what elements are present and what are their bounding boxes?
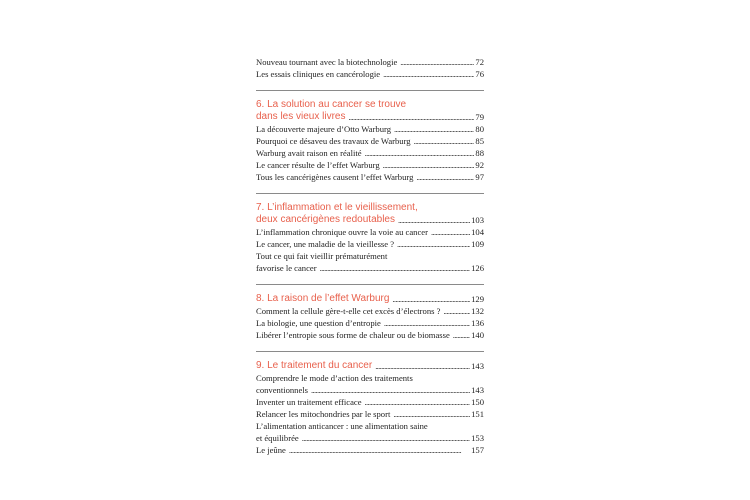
toc-entry-page: 92	[475, 160, 484, 170]
toc-entry-title: Relancer les mitochondries par le sport	[256, 409, 391, 419]
dot-leader	[443, 305, 470, 317]
toc-entry	[256, 147, 484, 159]
toc-entry-title: Libérer l’entropie sous forme de chaleur ou de biomasse	[256, 330, 450, 340]
toc-entry-page: 136	[471, 318, 484, 328]
toc-entry-title: L’alimentation anticancer : une alimentation saine	[256, 421, 428, 431]
table-of-contents	[256, 56, 484, 456]
chapter-heading	[256, 360, 484, 372]
toc-entry-page: 76	[475, 69, 484, 79]
chapter-page: 79	[475, 112, 484, 122]
toc-entry	[256, 317, 484, 329]
dot-leader	[384, 317, 470, 329]
toc-entry-page: 157	[471, 445, 484, 455]
toc-entry-title-continued: favorise le cancer	[256, 263, 317, 273]
dot-leader	[365, 147, 475, 159]
toc-entry	[256, 135, 484, 147]
toc-entry-title: Comment la cellule gère-t-elle cet excès d’électrons ?	[256, 306, 441, 316]
toc-entry-title: Comprendre le mode d’action des traitements	[256, 373, 413, 383]
dot-leader	[320, 262, 471, 274]
chapter-page: 143	[471, 361, 484, 371]
toc-entry	[256, 384, 484, 396]
toc-entry	[256, 432, 484, 444]
dot-leader	[348, 111, 474, 123]
toc-entry-title: Le cancer résulte de l’effet Warburg	[256, 160, 380, 170]
toc-entry-title: Les essais cliniques en cancérologie	[256, 69, 381, 79]
chapter-title: 6. La solution au cancer se trouve	[256, 99, 407, 110]
toc-entry-page: 80	[475, 124, 484, 134]
dot-leader	[393, 408, 470, 420]
toc-entry-page: 132	[471, 306, 484, 316]
chapter-title-line2: dans les vieux livres	[256, 111, 346, 122]
toc-entry-title: Nouveau tournant avec la biotechnologie	[256, 57, 398, 67]
toc-entry-title: Le jeûne	[256, 445, 286, 455]
dot-leader	[397, 238, 470, 250]
toc-entry	[256, 123, 484, 135]
toc-entry-page: 88	[475, 148, 484, 158]
toc-entry-page: 72	[475, 57, 484, 67]
toc-entry	[256, 262, 484, 274]
section-divider	[256, 193, 484, 194]
toc-entry-page: 104	[471, 227, 484, 237]
dot-leader	[414, 135, 475, 147]
dot-leader	[416, 171, 474, 183]
toc-entry-page: 126	[471, 263, 484, 273]
dot-leader	[383, 68, 474, 80]
toc-entry-title-continued: et équilibrée	[256, 433, 299, 443]
toc-entry-title: Pourquoi ce désaveu des travaux de Warburg	[256, 136, 411, 146]
dot-leader	[383, 159, 475, 171]
toc-entry	[256, 396, 484, 408]
toc-entry	[256, 68, 484, 80]
chapter-heading	[256, 214, 484, 226]
dot-leader	[394, 123, 474, 135]
toc-entry-page: 151	[471, 409, 484, 419]
toc-entry-title: La découverte majeure d’Otto Warburg	[256, 124, 392, 134]
dot-leader	[289, 444, 470, 456]
dot-leader	[398, 214, 470, 226]
toc-entry-title-continued: conventionnels	[256, 385, 309, 395]
chapter-title: 8. La raison de l’effet Warburg	[256, 293, 390, 304]
toc-entry-title: Warburg avait raison en réalité	[256, 148, 362, 158]
chapter-page: 129	[471, 294, 484, 304]
toc-entry-title: La biologie, une question d’entropie	[256, 318, 381, 328]
toc-entry-page: 143	[471, 385, 484, 395]
toc-entry	[256, 238, 484, 250]
chapter-title: 7. L’inflammation et le vieillissement,	[256, 202, 418, 213]
toc-entry-page: 109	[471, 239, 484, 249]
toc-entry	[256, 329, 484, 341]
toc-entry	[256, 444, 484, 456]
toc-entry-page: 85	[475, 136, 484, 146]
toc-entry-page: 153	[471, 433, 484, 443]
dot-leader	[375, 360, 470, 372]
toc-entry-page: 97	[475, 172, 484, 182]
toc-entry	[256, 305, 484, 317]
toc-entry-page: 140	[471, 330, 484, 340]
chapter-heading	[256, 293, 484, 305]
section-divider	[256, 351, 484, 352]
chapter-page: 103	[471, 215, 484, 225]
dot-leader	[311, 384, 470, 396]
chapter-heading	[256, 111, 484, 123]
section-divider	[256, 90, 484, 91]
chapter-title: 9. Le traitement du cancer	[256, 360, 373, 371]
toc-entry-title: Le cancer, une maladie de la vieillesse ?	[256, 239, 395, 249]
toc-entry-title: Tous les cancérigènes causent l’effet Warburg	[256, 172, 414, 182]
toc-entry	[256, 408, 484, 420]
toc-entry	[256, 226, 484, 238]
dot-leader	[431, 226, 470, 238]
dot-leader	[453, 329, 470, 341]
toc-entry	[256, 159, 484, 171]
toc-entry	[256, 56, 484, 68]
toc-entry-title: Inventer un traitement efficace	[256, 397, 362, 407]
toc-entry	[256, 171, 484, 183]
toc-entry-title: Tout ce qui fait vieillir prématurément	[256, 251, 388, 261]
dot-leader	[302, 432, 470, 444]
dot-leader	[392, 293, 470, 305]
dot-leader	[400, 56, 474, 68]
toc-entry-title: L’inflammation chronique ouvre la voie au cancer	[256, 227, 428, 237]
chapter-title-line2: deux cancérigènes redoutables	[256, 214, 395, 225]
toc-entry-page: 150	[471, 397, 484, 407]
section-divider	[256, 284, 484, 285]
dot-leader	[365, 396, 471, 408]
